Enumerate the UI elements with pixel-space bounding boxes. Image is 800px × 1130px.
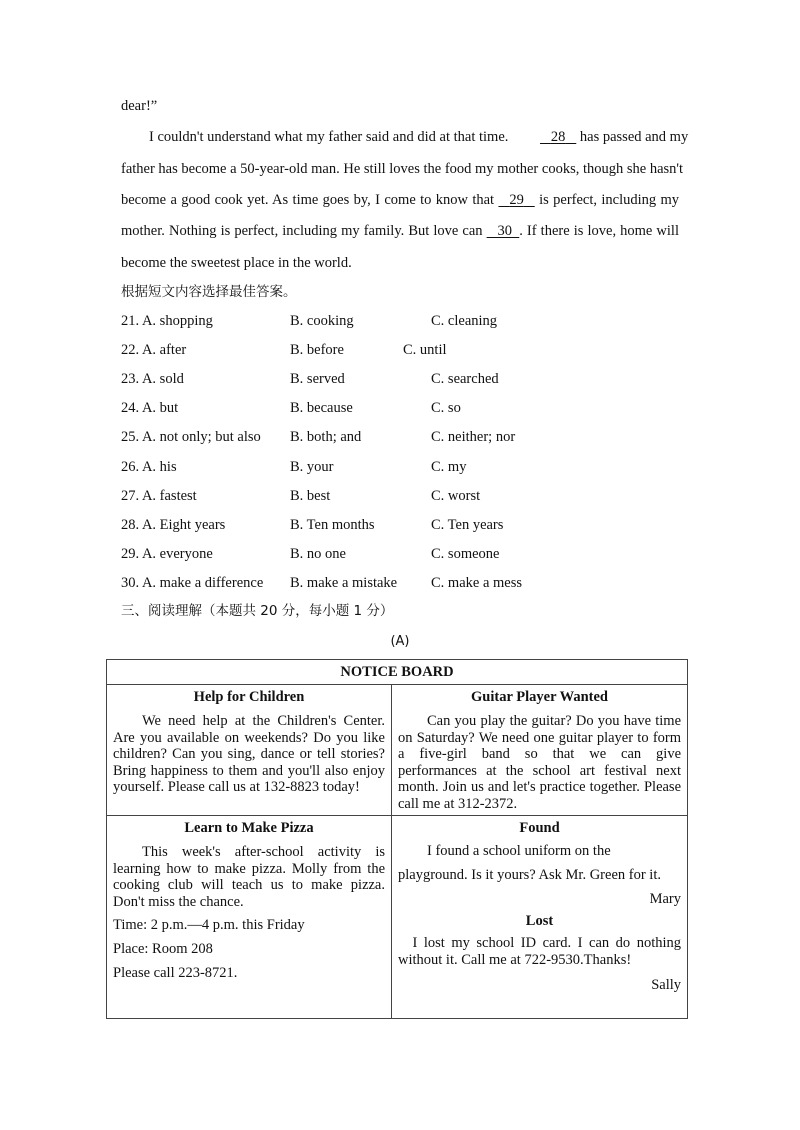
passage-line-0: dear!” [121, 98, 158, 114]
option-23-b: B. served [290, 371, 345, 387]
option-26-c: C. my [431, 459, 467, 475]
pizza-time: Time: 2 p.m.—4 p.m. this Friday [113, 917, 305, 933]
pizza-notice [107, 816, 392, 1019]
passage-text: I couldn't understand what my father said and did at that time. [149, 129, 509, 145]
option-27-a: 27. A. fastest [121, 488, 197, 504]
option-25-c: C. neither; nor [431, 429, 516, 445]
passage-text: become a good cook yet. As time goes by, I come to know that [121, 192, 495, 208]
lost-body: I lost my school ID card. I can do nothing without it. Call me at 722-9530.Thanks! [398, 935, 682, 968]
passage-text: mother. Nothing is perfect, including my family. But love can [121, 223, 483, 239]
guitar-notice [392, 685, 688, 816]
passage-text: . If there is love, home will [519, 223, 679, 239]
passage-line-1 [121, 127, 689, 147]
guitar-heading: Guitar Player Wanted [471, 689, 608, 705]
option-22-c: C. until [403, 342, 447, 358]
option-29-c: C. someone [431, 546, 500, 562]
help-notice [107, 685, 392, 816]
option-29-b: B. no one [290, 546, 346, 562]
instruction: 根据短文内容选择最佳答案。 [121, 284, 297, 300]
help-body: We need help at the Children's Center. Are you available on weekends? Do you like children? Can you sing, dance or tell stories? Bring happiness to them and you'll also enjoy yourself. Please call us at 132-8823 today! [113, 713, 385, 795]
option-21-a: 21. A. shopping [121, 313, 213, 329]
pizza-heading: Learn to Make Pizza [184, 820, 314, 836]
passage-text: is perfect, including my [539, 192, 680, 208]
option-30-a: 30. A. make a difference [121, 575, 264, 591]
guitar-body: Can you play the guitar? Do you have time on Saturday? We need one guitar player to form a five-girl band so that we can give performances at the school art festival next month. Join us and let's practice together. Please call me at 312-2372. [398, 713, 682, 812]
part-label: (A) [390, 634, 410, 649]
option-27-c: C. worst [431, 488, 481, 504]
found-line-1: I found a school uniform on the [427, 843, 611, 859]
option-27-b: B. best [290, 488, 331, 504]
option-28-b: B. Ten months [290, 517, 375, 533]
option-21-b: B. cooking [290, 313, 354, 329]
passage-line-4 [121, 221, 679, 241]
lost-sign: Sally [651, 977, 682, 993]
option-24-c: C. so [431, 400, 461, 416]
option-21-c: C. cleaning [431, 313, 498, 329]
lost-heading: Lost [525, 913, 554, 929]
option-24-a: 24. A. but [121, 400, 179, 416]
option-23-a: 23. A. sold [121, 371, 184, 387]
passage-line-5: become the sweetest place in the world. [121, 255, 352, 271]
pizza-place: Place: Room 208 [113, 941, 213, 957]
passage-line-2: father has become a 50-year-old man. He still loves the food my mother cooks, though she hasn't [121, 161, 684, 177]
notice-board [106, 659, 688, 1019]
option-25-b: B. both; and [290, 429, 362, 445]
option-24-b: B. because [290, 400, 353, 416]
help-heading: Help for Children [193, 689, 305, 705]
passage-text: has passed and my [579, 129, 689, 145]
passage-line-3 [121, 190, 679, 210]
notice-board-title: NOTICE BOARD [107, 660, 688, 685]
found-sign: Mary [649, 891, 682, 907]
option-22-a: 22. A. after [121, 342, 187, 358]
option-30-b: B. make a mistake [290, 575, 398, 591]
option-26-b: B. your [290, 459, 334, 475]
found-lost-notice [392, 816, 688, 1019]
option-23-c: C. searched [431, 371, 499, 387]
option-30-c: C. make a mess [431, 575, 523, 591]
pizza-body: This week's after-school activity is learning how to make pizza. Molly from the cooking club will teach us to make pizza. Don't miss the chance. [113, 844, 385, 910]
section-title: 三、阅读理解（本题共 20 分，每小题 1 分） [121, 603, 394, 619]
option-25-a: 25. A. not only; but also [121, 429, 261, 445]
found-heading: Found [519, 820, 560, 836]
blank-30: 30 [497, 223, 512, 239]
blank-28: 28 [550, 129, 566, 145]
pizza-call: Please call 223-8721. [113, 965, 238, 981]
option-26-a: 26. A. his [121, 459, 177, 475]
blank-29: 29 [509, 192, 524, 208]
option-22-b: B. before [290, 342, 344, 358]
option-28-a: 28. A. Eight years [121, 517, 226, 533]
option-28-c: C. Ten years [431, 517, 504, 533]
option-29-a: 29. A. everyone [121, 546, 213, 562]
found-line-2: playground. Is it yours? Ask Mr. Green for it. [398, 867, 661, 883]
